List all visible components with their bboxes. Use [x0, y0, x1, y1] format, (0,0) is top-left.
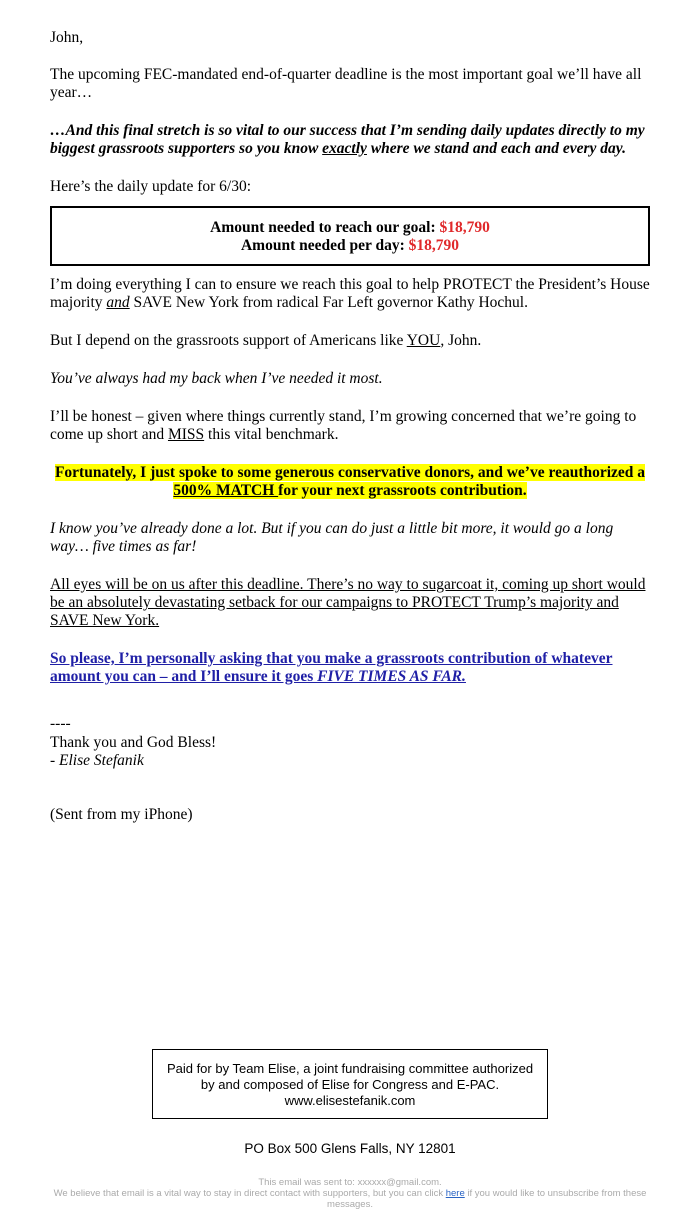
greeting: John,	[50, 29, 84, 46]
mailing-address: PO Box 500 Glens Falls, NY 12801	[244, 1141, 456, 1156]
honest-paragraph	[50, 408, 650, 444]
stretch-exactly: exactly	[322, 140, 367, 157]
goal-box	[50, 206, 650, 266]
depend-you: YOU	[406, 332, 441, 349]
unsub-text-a: We believe that email is a vital way to stay in direct contact with supporters, but you can click	[53, 1188, 446, 1199]
stretch-text-b: where we stand and each and every day.	[366, 140, 626, 157]
donate-link-text-b[interactable]: FIVE TIMES AS FAR.	[317, 668, 466, 685]
daily-update-intro: Here’s the daily update for 6/30:	[50, 178, 252, 195]
signature-divider: ----	[50, 715, 71, 732]
goal-per-day-value: $18,790	[408, 237, 459, 254]
donate-link-paragraph[interactable]	[50, 650, 650, 686]
match-text-c: for your next grassroots contribution.	[278, 482, 527, 499]
match-paragraph	[50, 464, 650, 500]
intro-paragraph: The upcoming FEC-mandated end-of-quarter deadline is the most important goal we’ll have all year…	[50, 66, 642, 101]
signature: - Elise Stefanik	[50, 752, 144, 769]
donate-link-text-a[interactable]: So please, I’m personally asking that you make a grassroots contribution of whatever amount you can – and I’ll ensure it goes	[50, 650, 613, 685]
match-highlight	[55, 464, 645, 499]
unsubscribe-link[interactable]: here	[445, 1188, 465, 1199]
goal-per-day-label: Amount needed per day:	[240, 237, 409, 254]
protect-paragraph	[50, 276, 650, 312]
eyes-paragraph: All eyes will be on us after this deadline. There’s no way to sugarcoat it, coming up short would be an absolutely devastating setback for our campaigns to PROTECT Trump’s majority and SAVE New York.	[50, 576, 646, 629]
protect-text-a: I’m doing everything I can to ensure we reach this goal to help PROTECT the President’s House majority	[50, 276, 650, 311]
protect-and: and	[106, 294, 130, 311]
goal-needed-value: $18,790	[439, 219, 490, 236]
paid-for-box	[152, 1049, 548, 1119]
sent-to-notice: This email was sent to: xxxxxx@gmail.com.	[258, 1177, 442, 1188]
honest-miss: MISS	[167, 426, 205, 443]
donate-link[interactable]	[50, 650, 612, 685]
stretch-paragraph	[50, 122, 650, 158]
goal-needed-label: Amount needed to reach our goal:	[210, 219, 440, 236]
back-paragraph: You’ve always had my back when I’ve needed it most.	[50, 370, 383, 387]
match-text-a: Fortunately, I just spoke to some generous conservative donors, and we’ve reauthorized a	[54, 464, 646, 481]
unsub-text-b: if you would like to unsubscribe from these messages.	[327, 1188, 647, 1210]
signoff: Thank you and God Bless!	[50, 734, 217, 751]
honest-text-b: this vital benchmark.	[204, 426, 339, 443]
honest-text-a: I’ll be honest – given where things currently stand, I’m growing concerned that we’re going to come up short and	[50, 408, 637, 443]
depend-text-b: , John.	[440, 332, 482, 349]
sent-from: (Sent from my iPhone)	[50, 806, 193, 823]
stretch-text-a: …And this final stretch is so vital to our success that I’m sending daily updates directly to my biggest grassroots supporters so you know	[50, 122, 645, 157]
paid-for-text: Paid for by Team Elise, a joint fundraising committee authorized by and composed of Elise for Congress and E-PAC. www.elisestefanik.com	[166, 1061, 534, 1108]
match-500: 500% MATCH	[173, 482, 279, 499]
protect-text-b: SAVE New York from radical Far Left governor Kathy Hochul.	[129, 294, 528, 311]
unsubscribe-notice	[40, 1188, 660, 1210]
goal-needed-line	[52, 219, 648, 237]
goal-per-day-line	[52, 237, 648, 255]
depend-paragraph	[50, 332, 650, 350]
depend-text-a: But I depend on the grassroots support of Americans like	[50, 332, 407, 349]
know-paragraph: I know you’ve already done a lot. But if you can do just a little bit more, it would go a long way… five times as far!	[50, 520, 614, 555]
